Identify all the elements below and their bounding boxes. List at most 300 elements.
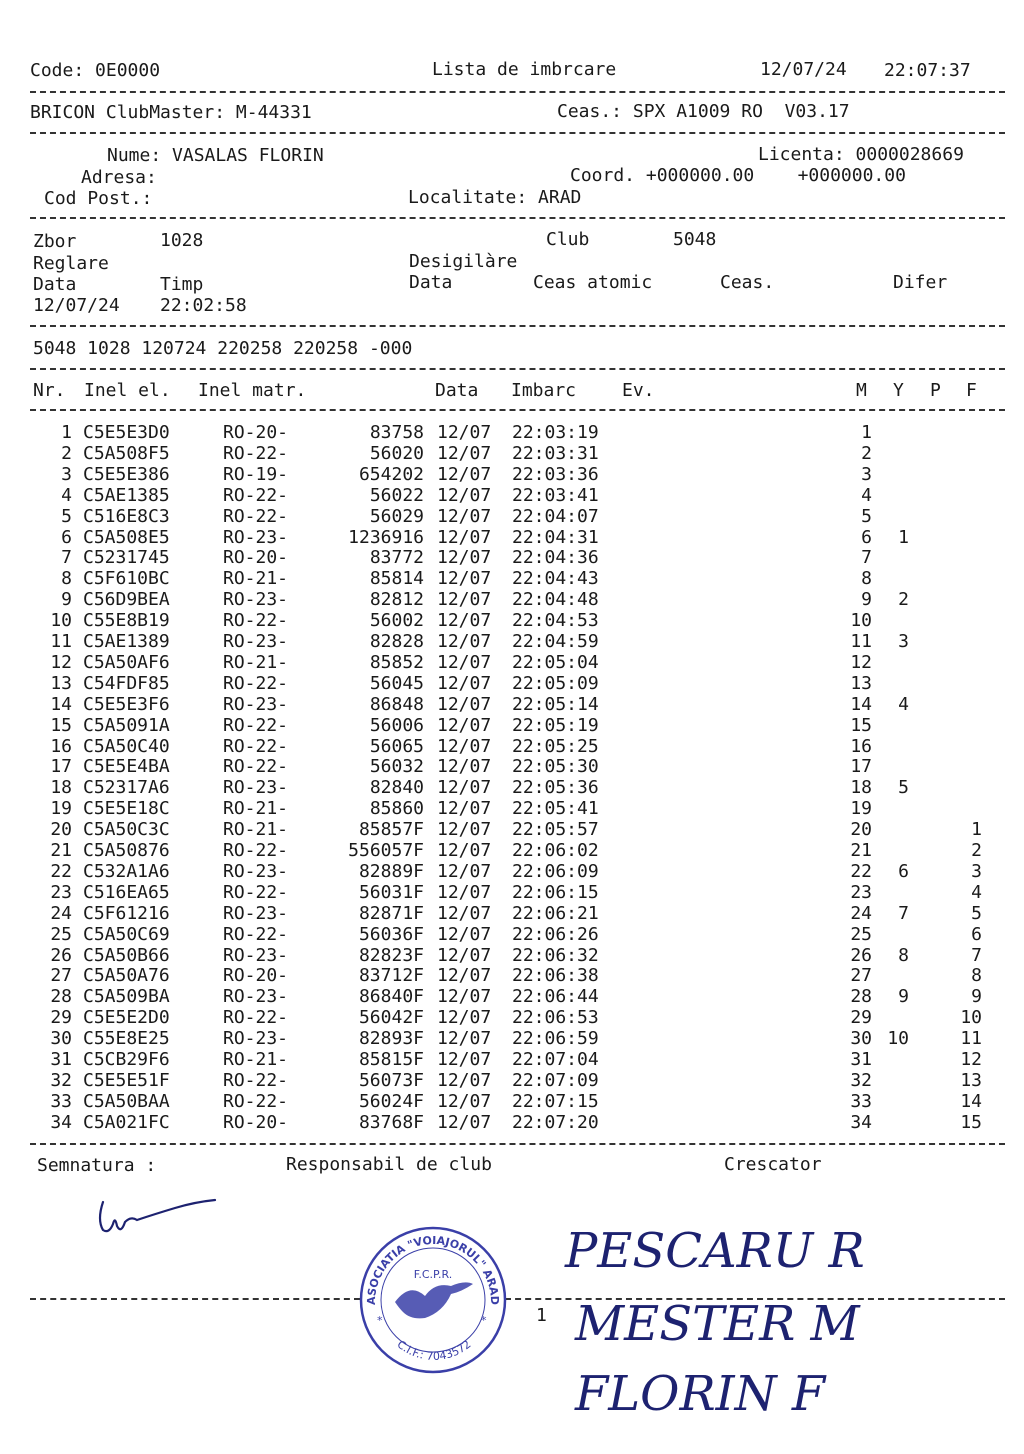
y-value: 9 [898, 986, 909, 1008]
basket-date: 12/07 [437, 881, 492, 903]
ring-prefix: RO-23- [223, 944, 289, 966]
f-value: 14 [960, 1090, 982, 1112]
association-stamp [355, 1222, 510, 1377]
basket-time: 22:04:53 [512, 610, 599, 632]
basket-date: 12/07 [437, 422, 492, 443]
ring-number: 85815F [358, 1049, 424, 1070]
ring-prefix: RO-21- [223, 798, 289, 820]
basket-date: 12/07 [437, 1028, 492, 1050]
electronic-ring: C5A50A76 [83, 965, 170, 987]
table-row [0, 840, 1024, 861]
y-value: 2 [898, 589, 909, 611]
f-value: 10 [960, 1007, 982, 1029]
table-row [0, 903, 1024, 924]
table-row [0, 986, 1024, 1007]
basket-date: 12/07 [437, 651, 492, 673]
electronic-ring: C516EA65 [83, 881, 170, 903]
ring-number: 82893F [358, 1028, 424, 1050]
basket-date: 12/07 [437, 819, 492, 841]
table-row [0, 443, 1024, 464]
m-value: 19 [850, 798, 872, 820]
basket-time: 22:06:59 [512, 1028, 599, 1050]
signature-label: Semnatura : [37, 1155, 157, 1176]
electronic-ring: C5AE1389 [83, 631, 170, 652]
clock-info: Ceas.: SPX A1009 RO V03.17 [557, 101, 850, 122]
ring-prefix: RO-19- [223, 463, 289, 485]
ring-number: 83772 [369, 547, 424, 569]
ring-prefix: RO-20- [223, 965, 289, 987]
basket-time: 22:05:36 [512, 777, 599, 799]
table-row [0, 945, 1024, 966]
ring-number: 56029 [369, 505, 424, 527]
f-value: 15 [960, 1111, 982, 1133]
electronic-ring: C5AE1385 [83, 484, 170, 506]
row-number: 22 [50, 860, 72, 882]
basket-time: 22:06:44 [512, 986, 599, 1008]
basket-date: 12/07 [437, 442, 492, 464]
club-label: Club [546, 229, 590, 250]
locality: Localitate: ARAD [408, 187, 582, 208]
table-row [0, 631, 1024, 652]
basket-date: 12/07 [437, 693, 492, 715]
col-data: Data [435, 380, 479, 401]
m-value: 17 [850, 756, 872, 778]
m-value: 8 [861, 568, 872, 590]
code-label: Code: 0E0000 [30, 60, 161, 81]
ring-prefix: RO-20- [223, 547, 289, 569]
electronic-ring: C5E5E4BA [83, 756, 170, 778]
ring-prefix: RO-23- [223, 1028, 289, 1050]
ring-prefix: RO-23- [223, 860, 289, 882]
ring-prefix: RO-23- [223, 986, 289, 1008]
ceas-atomic-label: Ceas atomic [533, 272, 653, 293]
basket-date: 12/07 [437, 526, 492, 548]
electronic-ring: C5F610BC [83, 568, 170, 590]
basket-time: 22:05:30 [512, 756, 599, 778]
basket-date: 12/07 [437, 798, 492, 820]
zbor-value: 1028 [160, 230, 204, 251]
basket-date: 12/07 [437, 756, 492, 778]
ring-number: 56022 [369, 484, 424, 506]
table-row [0, 777, 1024, 798]
ring-prefix: RO-22- [223, 505, 289, 527]
electronic-ring: C5A508E5 [83, 526, 170, 548]
basket-time: 22:05:57 [512, 819, 599, 841]
ring-prefix: RO-21- [223, 819, 289, 841]
table-row [0, 965, 1024, 986]
ring-number: 56002 [369, 610, 424, 632]
m-value: 18 [850, 777, 872, 799]
ring-number: 556057F [348, 840, 424, 861]
electronic-ring: C5A508F5 [83, 442, 170, 464]
f-value: 13 [960, 1069, 982, 1091]
m-value: 9 [861, 589, 872, 611]
ring-number: 85814 [369, 568, 424, 590]
f-value: 3 [971, 860, 982, 882]
ring-number: 56042F [358, 1007, 424, 1029]
row-number: 30 [50, 1028, 72, 1050]
ring-number: 85852 [369, 651, 424, 673]
electronic-ring: C5E5E3D0 [83, 422, 170, 443]
row-number: 9 [61, 589, 72, 611]
divider [30, 217, 1005, 219]
ceas-label: Ceas. [720, 272, 775, 293]
basket-time: 22:07:09 [512, 1069, 599, 1091]
f-value: 8 [971, 965, 982, 987]
m-value: 15 [850, 714, 872, 736]
license: Licenta: 0000028669 [758, 144, 964, 165]
row-number: 27 [50, 965, 72, 987]
table-row [0, 652, 1024, 673]
row-number: 25 [50, 923, 72, 945]
basket-date: 12/07 [437, 923, 492, 945]
ring-prefix: RO-20- [223, 422, 289, 443]
f-value: 5 [971, 902, 982, 924]
svg-text:*: * [481, 1314, 487, 1327]
m-value: 22 [850, 860, 872, 882]
electronic-ring: C5A5091A [83, 714, 170, 736]
ring-number: 82828 [369, 631, 424, 652]
m-value: 33 [850, 1090, 872, 1112]
divider [30, 91, 1005, 93]
basket-time: 22:03:41 [512, 484, 599, 506]
handwritten-names [555, 1205, 925, 1435]
row-number: 13 [50, 672, 72, 694]
f-value: 2 [971, 840, 982, 861]
postcode-label: Cod Post.: [44, 188, 153, 209]
club-responsible-label: Responsabil de club [286, 1154, 492, 1175]
stamp-inner-text: F.C.P.R. [413, 1268, 453, 1281]
ring-number: 83712F [358, 965, 424, 987]
ring-prefix: RO-23- [223, 589, 289, 611]
electronic-ring: C5CB29F6 [83, 1049, 170, 1070]
ring-prefix: RO-22- [223, 714, 289, 736]
f-value: 1 [971, 819, 982, 841]
m-value: 10 [850, 610, 872, 632]
basket-date: 12/07 [437, 1090, 492, 1112]
electronic-ring: C5A50B66 [83, 944, 170, 966]
ring-number: 654202 [358, 463, 424, 485]
col-imbarc: Imbarc [511, 380, 577, 401]
basket-date: 12/07 [437, 484, 492, 506]
reglare-time: 22:02:58 [160, 295, 247, 316]
row-number: 21 [50, 840, 72, 861]
table-row [0, 1070, 1024, 1091]
col-f: F [966, 380, 977, 401]
basket-date: 12/07 [437, 944, 492, 966]
row-number: 32 [50, 1069, 72, 1091]
row-number: 26 [50, 944, 72, 966]
ring-number: 86848 [369, 693, 424, 715]
m-value: 13 [850, 672, 872, 694]
basket-time: 22:05:09 [512, 672, 599, 694]
m-value: 7 [861, 547, 872, 569]
basket-date: 12/07 [437, 505, 492, 527]
table-row [0, 715, 1024, 736]
electronic-ring: C5A50876 [83, 840, 170, 861]
svg-text:C.I.F.: 7043572 [395, 1338, 474, 1363]
m-value: 2 [861, 442, 872, 464]
table-row [0, 736, 1024, 757]
ring-number: 56036F [358, 923, 424, 945]
basket-date: 12/07 [437, 860, 492, 882]
ring-prefix: RO-22- [223, 840, 289, 861]
table-row [0, 882, 1024, 903]
m-value: 11 [850, 631, 872, 652]
basket-date: 12/07 [437, 902, 492, 924]
f-value: 11 [960, 1028, 982, 1050]
ring-prefix: RO-23- [223, 902, 289, 924]
ring-number: 85857F [358, 819, 424, 841]
col-m: M [856, 380, 867, 401]
ring-number: 56006 [369, 714, 424, 736]
row-number: 12 [50, 651, 72, 673]
flight-code-line: 5048 1028 120724 220258 220258 -000 [33, 338, 413, 359]
desigilare-data-label: Data [409, 272, 453, 293]
electronic-ring: C52317A6 [83, 777, 170, 799]
basket-time: 22:03:36 [512, 463, 599, 485]
f-value: 12 [960, 1049, 982, 1070]
y-value: 6 [898, 860, 909, 882]
table-row [0, 861, 1024, 882]
table-row [0, 924, 1024, 945]
ring-number: 56024F [358, 1090, 424, 1112]
f-value: 6 [971, 923, 982, 945]
basket-time: 22:06:26 [512, 923, 599, 945]
ring-number: 82812 [369, 589, 424, 611]
signature-scribble [95, 1190, 225, 1240]
m-value: 3 [861, 463, 872, 485]
club-value: 5048 [673, 229, 717, 250]
electronic-ring: C5E5E3F6 [83, 693, 170, 715]
row-number: 1 [61, 422, 72, 443]
m-value: 16 [850, 735, 872, 757]
ring-prefix: RO-21- [223, 651, 289, 673]
electronic-ring: C5231745 [83, 547, 170, 569]
m-value: 12 [850, 651, 872, 673]
y-value: 10 [887, 1028, 909, 1050]
table-row [0, 1007, 1024, 1028]
row-number: 31 [50, 1049, 72, 1070]
basket-time: 22:03:19 [512, 422, 599, 443]
basket-time: 22:06:32 [512, 944, 599, 966]
stamp-top-text: ASOCIATIA "VOIAJORUL" ARAD [364, 1233, 502, 1306]
electronic-ring: C5E5E51F [83, 1069, 170, 1091]
ring-number: 83768F [358, 1111, 424, 1133]
basket-time: 22:04:43 [512, 568, 599, 590]
electronic-ring: C532A1A6 [83, 860, 170, 882]
row-number: 5 [61, 505, 72, 527]
ring-prefix: RO-21- [223, 568, 289, 590]
basket-time: 22:06:38 [512, 965, 599, 987]
print-time: 22:07:37 [884, 60, 971, 81]
handwritten-line-1: PESCARU R [565, 1223, 865, 1279]
basket-time: 22:04:59 [512, 631, 599, 652]
divider [30, 325, 1005, 327]
ring-number: 82871F [358, 902, 424, 924]
table-row [0, 694, 1024, 715]
row-number: 23 [50, 881, 72, 903]
divider [30, 368, 1005, 370]
row-number: 7 [61, 547, 72, 569]
row-number: 4 [61, 484, 72, 506]
electronic-ring: C516E8C3 [83, 505, 170, 527]
table-row [0, 819, 1024, 840]
basket-time: 22:07:04 [512, 1049, 599, 1070]
ring-prefix: RO-23- [223, 777, 289, 799]
m-value: 4 [861, 484, 872, 506]
dove-icon [395, 1282, 473, 1318]
table-row [0, 1049, 1024, 1070]
col-inel-el: Inel el. [84, 380, 171, 401]
table-row [0, 1112, 1024, 1133]
ring-prefix: RO-22- [223, 484, 289, 506]
basket-time: 22:04:31 [512, 526, 599, 548]
ring-prefix: RO-21- [223, 1049, 289, 1070]
ring-prefix: RO-23- [223, 693, 289, 715]
timp-label: Timp [160, 274, 204, 295]
m-value: 29 [850, 1007, 872, 1029]
ring-prefix: RO-22- [223, 735, 289, 757]
row-number: 8 [61, 568, 72, 590]
electronic-ring: C5A50C69 [83, 923, 170, 945]
ring-prefix: RO-22- [223, 881, 289, 903]
electronic-ring: C5F61216 [83, 902, 170, 924]
row-number: 18 [50, 777, 72, 799]
ring-prefix: RO-20- [223, 1111, 289, 1133]
m-value: 30 [850, 1028, 872, 1050]
ring-prefix: RO-22- [223, 442, 289, 464]
electronic-ring: C5A50C40 [83, 735, 170, 757]
basket-time: 22:06:21 [512, 902, 599, 924]
y-value: 8 [898, 944, 909, 966]
m-value: 28 [850, 986, 872, 1008]
m-value: 23 [850, 881, 872, 903]
f-value: 9 [971, 986, 982, 1008]
device-info: BRICON ClubMaster: M-44331 [30, 102, 312, 123]
basket-date: 12/07 [437, 610, 492, 632]
handwritten-line-3: FLORIN F [575, 1366, 826, 1422]
reglare-label: Reglare [33, 253, 109, 274]
f-value: 7 [971, 944, 982, 966]
y-value: 7 [898, 902, 909, 924]
m-value: 1 [861, 422, 872, 443]
basket-time: 22:06:15 [512, 881, 599, 903]
zbor-label: Zbor [33, 231, 77, 252]
row-number: 11 [50, 631, 72, 652]
m-value: 34 [850, 1111, 872, 1133]
row-number: 20 [50, 819, 72, 841]
table-row [0, 1028, 1024, 1049]
print-date: 12/07/24 [760, 59, 847, 80]
y-value: 4 [898, 693, 909, 715]
m-value: 26 [850, 944, 872, 966]
basket-date: 12/07 [437, 735, 492, 757]
row-number: 10 [50, 610, 72, 632]
electronic-ring: C54FDF85 [83, 672, 170, 694]
row-number: 28 [50, 986, 72, 1008]
table-row [0, 610, 1024, 631]
electronic-ring: C5E5E18C [83, 798, 170, 820]
row-number: 17 [50, 756, 72, 778]
basket-date: 12/07 [437, 1049, 492, 1070]
electronic-ring: C5A021FC [83, 1111, 170, 1133]
coordinates: Coord. +000000.00 +000000.00 [570, 165, 906, 186]
difer-label: Difer [893, 272, 948, 293]
basket-date: 12/07 [437, 631, 492, 652]
basket-date: 12/07 [437, 589, 492, 611]
basket-time: 22:06:09 [512, 860, 599, 882]
ring-number: 85860 [369, 798, 424, 820]
breeder-label: Crescator [724, 1154, 822, 1175]
basket-date: 12/07 [437, 777, 492, 799]
basket-time: 22:04:07 [512, 505, 599, 527]
m-value: 5 [861, 505, 872, 527]
ring-number: 56045 [369, 672, 424, 694]
ring-number: 56020 [369, 442, 424, 464]
address-label: Adresa: [81, 167, 157, 188]
m-value: 14 [850, 693, 872, 715]
electronic-ring: C5A50C3C [83, 819, 170, 841]
basket-date: 12/07 [437, 986, 492, 1008]
electronic-ring: C55E8E25 [83, 1028, 170, 1050]
svg-text:*: * [377, 1314, 383, 1327]
col-ev: Ev. [622, 380, 655, 401]
ring-number: 56073F [358, 1069, 424, 1091]
ring-number: 82889F [358, 860, 424, 882]
table-row [0, 485, 1024, 506]
table-row [0, 422, 1024, 443]
ring-prefix: RO-22- [223, 1007, 289, 1029]
m-value: 6 [861, 526, 872, 548]
basket-time: 22:05:04 [512, 651, 599, 673]
y-value: 1 [898, 526, 909, 548]
basket-date: 12/07 [437, 714, 492, 736]
handwritten-line-2: MESTER M [575, 1296, 860, 1352]
desigilare-label: Desigilàre [409, 251, 518, 272]
f-value: 4 [971, 881, 982, 903]
basket-date: 12/07 [437, 965, 492, 987]
m-value: 24 [850, 902, 872, 924]
electronic-ring: C5A50AF6 [83, 651, 170, 673]
m-value: 31 [850, 1049, 872, 1070]
ring-number: 82823F [358, 944, 424, 966]
electronic-ring: C56D9BEA [83, 589, 170, 611]
row-number: 24 [50, 902, 72, 924]
table-row [0, 798, 1024, 819]
ring-number: 56065 [369, 735, 424, 757]
row-number: 16 [50, 735, 72, 757]
ring-number: 56032 [369, 756, 424, 778]
electronic-ring: C55E8B19 [83, 610, 170, 632]
table-row [0, 547, 1024, 568]
basket-time: 22:03:31 [512, 442, 599, 464]
basket-time: 22:05:41 [512, 798, 599, 820]
reglare-date: 12/07/24 [33, 295, 120, 316]
stamp-bottom-text: C.I.F.: 7043572 [394, 1337, 474, 1364]
row-number: 15 [50, 714, 72, 736]
row-number: 34 [50, 1111, 72, 1133]
basket-date: 12/07 [437, 568, 492, 590]
ring-prefix: RO-22- [223, 923, 289, 945]
row-number: 3 [61, 463, 72, 485]
m-value: 20 [850, 819, 872, 841]
basket-time: 22:07:15 [512, 1090, 599, 1112]
col-y: Y [893, 380, 904, 401]
basket-date: 12/07 [437, 463, 492, 485]
col-p: P [930, 380, 941, 401]
ring-number: 82840 [369, 777, 424, 799]
